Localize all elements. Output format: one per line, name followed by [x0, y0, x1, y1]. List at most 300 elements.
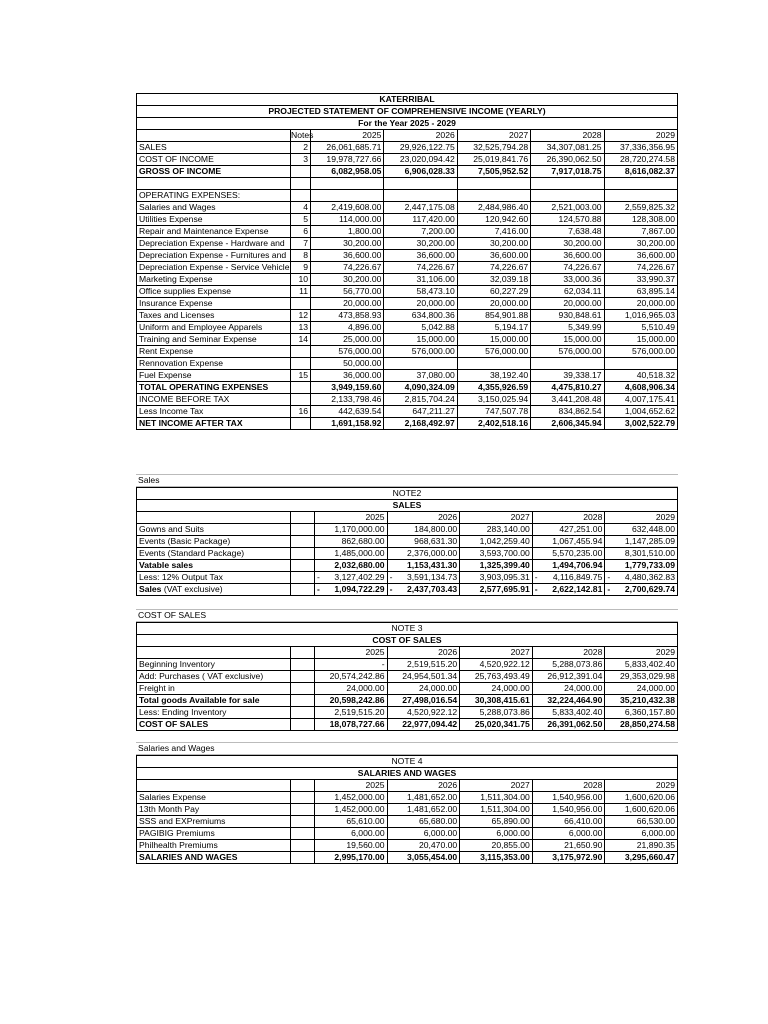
row-value: 8,616,082.37 — [604, 166, 677, 178]
row-label: NET INCOME AFTER TAX — [137, 418, 291, 430]
row-value: 1,170,000.00 — [315, 524, 388, 536]
row-value: 7,917,018.75 — [531, 166, 604, 178]
row-value: 65,890.00 — [460, 816, 533, 828]
table-row — [137, 524, 678, 536]
row-value: - 2,622,142.81 — [532, 584, 605, 596]
row-label-suffix: (VAT exclusive) — [163, 584, 223, 594]
row-label-text: Beginning Inventory — [139, 659, 215, 669]
row-note — [291, 190, 311, 202]
row-value: 36,600.00 — [531, 250, 604, 262]
row-value: 19,560.00 — [315, 840, 388, 852]
table-row — [137, 792, 678, 804]
table-row — [137, 418, 678, 430]
row-value: 1,016,965.03 — [604, 310, 677, 322]
row-note — [291, 166, 311, 178]
row-value: 3,150,025.94 — [457, 394, 530, 406]
row-value: 30,200.00 — [311, 238, 384, 250]
year-header: 2028 — [532, 512, 605, 524]
row-label — [137, 683, 291, 695]
row-value: 120,942.60 — [457, 214, 530, 226]
row-value: 6,000.00 — [605, 828, 678, 840]
row-label — [137, 707, 291, 719]
row-value: 1,540,956.00 — [532, 792, 605, 804]
row-note: 13 — [291, 322, 311, 334]
row-label — [137, 671, 291, 683]
year-header: 2027 — [457, 130, 530, 142]
row-value: 5,510.49 — [604, 322, 677, 334]
row-value: 66,410.00 — [532, 816, 605, 828]
row-label-text: Philhealth Premiums — [139, 840, 218, 850]
row-value: 66,530.00 — [605, 816, 678, 828]
row-value: 21,890.35 — [605, 840, 678, 852]
row-label — [137, 816, 291, 828]
row-value: 25,763,493.49 — [460, 671, 533, 683]
table-row — [137, 370, 678, 382]
table-row — [137, 310, 678, 322]
row-value: 62,034.11 — [531, 286, 604, 298]
row-note: 6 — [291, 226, 311, 238]
blank-cell — [291, 683, 315, 695]
row-value: 15,000.00 — [604, 334, 677, 346]
row-label — [137, 536, 291, 548]
row-value: - 4,116,849.75 — [532, 572, 605, 584]
row-value: 576,000.00 — [604, 346, 677, 358]
year-header: 2029 — [604, 130, 677, 142]
row-value — [311, 178, 384, 190]
row-value: 27,498,016.54 — [387, 695, 460, 707]
row-value: 6,082,958.05 — [311, 166, 384, 178]
note-number: NOTE2 — [137, 488, 678, 500]
row-value: 2,484,986.40 — [457, 202, 530, 214]
row-value: 634,800.36 — [384, 310, 457, 322]
note-sales — [136, 487, 678, 596]
row-value: 15,000.00 — [457, 334, 530, 346]
row-label — [137, 840, 291, 852]
row-note: 9 — [291, 262, 311, 274]
row-label-text: Less: Ending Inventory — [139, 707, 227, 717]
row-value: 37,080.00 — [384, 370, 457, 382]
row-label-text: Sales — [139, 584, 162, 594]
row-value: 4,520,922.12 — [387, 707, 460, 719]
row-value — [604, 358, 677, 370]
year-header: 2028 — [532, 647, 605, 659]
row-value — [604, 178, 677, 190]
row-value: 6,000.00 — [532, 828, 605, 840]
year-header: 2025 — [315, 647, 388, 659]
row-value: 4,007,175.41 — [604, 394, 677, 406]
company-name: KATERRIBAL — [137, 94, 678, 106]
year-header: 2026 — [384, 130, 457, 142]
row-value: 5,042.88 — [384, 322, 457, 334]
row-value: 124,570.88 — [531, 214, 604, 226]
row-value: 74,226.67 — [457, 262, 530, 274]
row-value: 2,168,492.97 — [384, 418, 457, 430]
row-note: 12 — [291, 310, 311, 322]
table-row — [137, 659, 678, 671]
blank-cell — [291, 828, 315, 840]
row-value: 22,977,094.42 — [387, 719, 460, 731]
row-note: 4 — [291, 202, 311, 214]
row-value: - 2,437,703.43 — [387, 584, 460, 596]
row-value — [384, 190, 457, 202]
row-value: 24,000.00 — [605, 683, 678, 695]
row-value: 20,000.00 — [384, 298, 457, 310]
row-label — [137, 852, 291, 864]
row-value: 1,600,620.06 — [605, 792, 678, 804]
row-value: 3,115,353.00 — [460, 852, 533, 864]
blank-cell — [291, 792, 315, 804]
row-value: 283,140.00 — [460, 524, 533, 536]
table-row — [137, 274, 678, 286]
row-value: 36,600.00 — [311, 250, 384, 262]
sales-section-title: Sales — [136, 474, 678, 487]
blank-cell — [291, 804, 315, 816]
row-value: 25,000.00 — [311, 334, 384, 346]
row-value: 33,000.36 — [531, 274, 604, 286]
row-value: 15,000.00 — [384, 334, 457, 346]
row-label-text: Add: Purchases ( VAT exclusive) — [139, 671, 264, 681]
row-value: 854,901.88 — [457, 310, 530, 322]
blank-cell — [291, 816, 315, 828]
row-label: Rennovation Expense — [137, 358, 291, 370]
row-value: 20,598,242.86 — [315, 695, 388, 707]
row-value: 58,473.10 — [384, 286, 457, 298]
row-value: 65,680.00 — [387, 816, 460, 828]
row-label-text: 13th Month Pay — [139, 804, 200, 814]
row-value: 3,903,095.31 — [460, 572, 533, 584]
table-row — [137, 584, 678, 596]
row-label-text: COST OF SALES — [139, 719, 209, 729]
row-value: 2,606,345.94 — [531, 418, 604, 430]
row-label-text: Total goods Available for sale — [139, 695, 260, 705]
blank-cell — [291, 840, 315, 852]
row-value: 18,078,727.66 — [315, 719, 388, 731]
row-value: 1,067,455.94 — [532, 536, 605, 548]
blank-cell — [291, 548, 315, 560]
row-value: 20,000.00 — [531, 298, 604, 310]
row-value: 3,441,208.48 — [531, 394, 604, 406]
row-value: 30,308,415.61 — [460, 695, 533, 707]
row-note: 5 — [291, 214, 311, 226]
row-value: 1,691,158.92 — [311, 418, 384, 430]
row-value: 24,954,501.34 — [387, 671, 460, 683]
row-value: 74,226.67 — [604, 262, 677, 274]
blank-cell — [291, 512, 315, 524]
row-value: 2,519,515.20 — [315, 707, 388, 719]
row-value: 2,032,680.00 — [315, 560, 388, 572]
row-value: 50,000.00 — [311, 358, 384, 370]
row-value — [457, 190, 530, 202]
row-label — [137, 695, 291, 707]
row-value: 2,133,798.46 — [311, 394, 384, 406]
row-label — [137, 828, 291, 840]
row-value: 1,147,285.09 — [605, 536, 678, 548]
row-value: 4,475,810.27 — [531, 382, 604, 394]
row-value: - 4,480,362.83 — [605, 572, 678, 584]
row-label: Depreciation Expense - Service Vehicle — [137, 262, 291, 274]
blank-cell — [137, 780, 291, 792]
blank-cell — [291, 560, 315, 572]
row-value: 37,336,356.95 — [604, 142, 677, 154]
blank-cell — [137, 647, 291, 659]
row-value: 1,485,000.00 — [315, 548, 388, 560]
row-value: 2,376,000.00 — [387, 548, 460, 560]
year-header: 2027 — [460, 647, 533, 659]
row-value — [531, 178, 604, 190]
note-title: SALARIES AND WAGES — [137, 768, 678, 780]
row-note — [291, 346, 311, 358]
row-label: OPERATING EXPENSES: — [137, 190, 291, 202]
table-row — [137, 804, 678, 816]
row-value: 30,200.00 — [457, 238, 530, 250]
row-value: 23,020,094.42 — [384, 154, 457, 166]
row-value: 60,227.29 — [457, 286, 530, 298]
row-value — [384, 358, 457, 370]
row-value: 30,200.00 — [531, 238, 604, 250]
table-row — [137, 286, 678, 298]
year-header: 2029 — [605, 512, 678, 524]
table-row — [137, 572, 678, 584]
row-value: 5,833,402.40 — [605, 659, 678, 671]
row-value: 20,000.00 — [457, 298, 530, 310]
row-value: 2,519,515.20 — [387, 659, 460, 671]
row-label — [137, 548, 291, 560]
row-label: Office supplies Expense — [137, 286, 291, 298]
row-value: 35,210,432.38 — [605, 695, 678, 707]
year-header: 2028 — [532, 780, 605, 792]
table-row — [137, 536, 678, 548]
row-value: 24,000.00 — [460, 683, 533, 695]
row-value: 2,402,518.16 — [457, 418, 530, 430]
row-note: 11 — [291, 286, 311, 298]
row-value: 63,895.14 — [604, 286, 677, 298]
row-label: Fuel Expense — [137, 370, 291, 382]
row-label-text: PAGIBIG Premiums — [139, 828, 215, 838]
row-value: 930,848.61 — [531, 310, 604, 322]
blank-cell — [291, 524, 315, 536]
row-value: 3,295,660.47 — [605, 852, 678, 864]
row-label — [137, 584, 291, 596]
blank-cell — [291, 719, 315, 731]
year-header: 2026 — [387, 512, 460, 524]
table-row — [137, 719, 678, 731]
table-row — [137, 346, 678, 358]
row-value: 4,520,922.12 — [460, 659, 533, 671]
row-value: 5,570,235.00 — [532, 548, 605, 560]
row-label: SALES — [137, 142, 291, 154]
row-label-text: SALARIES AND WAGES — [139, 852, 238, 862]
row-label: Salaries and Wages — [137, 202, 291, 214]
row-value: 968,631.30 — [387, 536, 460, 548]
statement-title: PROJECTED STATEMENT OF COMPREHENSIVE INCOME (YEARLY) — [137, 106, 678, 118]
row-value: 114,000.00 — [311, 214, 384, 226]
row-label: Marketing Expense — [137, 274, 291, 286]
row-value: 6,360,157.80 — [605, 707, 678, 719]
row-value: 7,638.48 — [531, 226, 604, 238]
row-note — [291, 358, 311, 370]
blank-cell — [291, 695, 315, 707]
blank-cell — [291, 780, 315, 792]
blank-cell — [291, 536, 315, 548]
row-value: 1,600,620.06 — [605, 804, 678, 816]
row-value: 1,779,733.09 — [605, 560, 678, 572]
row-value: 4,608,906.34 — [604, 382, 677, 394]
row-value: 6,906,028.33 — [384, 166, 457, 178]
row-note — [291, 394, 311, 406]
row-value: 2,521,003.00 — [531, 202, 604, 214]
row-value: 1,481,652.00 — [387, 804, 460, 816]
year-header: 2027 — [460, 512, 533, 524]
table-row — [137, 816, 678, 828]
row-value: 30,200.00 — [311, 274, 384, 286]
row-label — [137, 572, 291, 584]
note-number: NOTE 3 — [137, 623, 678, 635]
row-value: 28,850,274.58 — [605, 719, 678, 731]
row-value: 2,577,695.91 — [460, 584, 533, 596]
table-row — [137, 142, 678, 154]
year-header: 2025 — [315, 512, 388, 524]
table-row — [137, 671, 678, 683]
row-value: 576,000.00 — [457, 346, 530, 358]
blank-cell — [291, 671, 315, 683]
row-value: 2,447,175.08 — [384, 202, 457, 214]
row-value: 1,325,399.40 — [460, 560, 533, 572]
row-value: 65,610.00 — [315, 816, 388, 828]
year-header: 2027 — [460, 780, 533, 792]
row-label-text: Events (Basic Package) — [139, 536, 231, 546]
row-value: 1,511,304.00 — [460, 792, 533, 804]
row-value: 6,000.00 — [315, 828, 388, 840]
row-value: 5,288,073.86 — [532, 659, 605, 671]
row-value: - 3,127,402.29 — [315, 572, 388, 584]
row-label: Utilities Expense — [137, 214, 291, 226]
row-label-text: Freight in — [139, 683, 175, 693]
row-value: 32,039.18 — [457, 274, 530, 286]
row-label: INCOME BEFORE TAX — [137, 394, 291, 406]
row-value: 20,000.00 — [604, 298, 677, 310]
row-value: 36,600.00 — [384, 250, 457, 262]
row-value: 1,452,000.00 — [315, 792, 388, 804]
row-label: Uniform and Employee Apparels — [137, 322, 291, 334]
row-value: 834,862.54 — [531, 406, 604, 418]
row-value: 7,200.00 — [384, 226, 457, 238]
row-label — [137, 178, 291, 190]
row-value: 4,090,324.09 — [384, 382, 457, 394]
row-label: Depreciation Expense - Hardware and — [137, 238, 291, 250]
row-value: 20,855.00 — [460, 840, 533, 852]
row-value: 747,507.78 — [457, 406, 530, 418]
row-label: Depreciation Expense - Furnitures and — [137, 250, 291, 262]
row-label-text: Events (Standard Package) — [139, 548, 245, 558]
row-value — [457, 358, 530, 370]
row-label-text: Gowns and Suits — [139, 524, 204, 534]
note-salaries — [136, 755, 678, 864]
row-value: 36,000.00 — [311, 370, 384, 382]
row-value: - 2,700,629.74 — [605, 584, 678, 596]
row-value: 32,224,464.90 — [532, 695, 605, 707]
row-value: 1,452,000.00 — [315, 804, 388, 816]
row-label: COST OF INCOME — [137, 154, 291, 166]
table-row — [137, 560, 678, 572]
note-title: SALES — [137, 500, 678, 512]
row-label: Rent Expense — [137, 346, 291, 358]
row-value: 2,815,704.24 — [384, 394, 457, 406]
row-value: 36,600.00 — [457, 250, 530, 262]
row-value: 3,593,700.00 — [460, 548, 533, 560]
table-row — [137, 695, 678, 707]
row-value: 39,338.17 — [531, 370, 604, 382]
row-value — [384, 178, 457, 190]
row-value: 632,448.00 — [605, 524, 678, 536]
row-value: 576,000.00 — [531, 346, 604, 358]
income-statement — [136, 93, 678, 430]
row-value: 862,680.00 — [315, 536, 388, 548]
year-header: 2025 — [311, 130, 384, 142]
table-row — [137, 683, 678, 695]
row-note — [291, 418, 311, 430]
row-value: 184,800.00 — [387, 524, 460, 536]
row-value: 3,175,972.90 — [532, 852, 605, 864]
row-label-text: SSS and EXPremiums — [139, 816, 226, 826]
blank-cell — [291, 647, 315, 659]
row-value: 427,251.00 — [532, 524, 605, 536]
notes-header: Notes — [291, 130, 314, 140]
row-label: Insurance Expense — [137, 298, 291, 310]
row-value: - — [315, 659, 388, 671]
table-row — [137, 852, 678, 864]
row-value: 8,301,510.00 — [605, 548, 678, 560]
row-note: 2 — [291, 142, 311, 154]
row-label — [137, 804, 291, 816]
row-value — [531, 190, 604, 202]
row-label-text: Less: 12% Output Tax — [139, 572, 223, 582]
row-value — [531, 358, 604, 370]
row-label: Repair and Maintenance Expense — [137, 226, 291, 238]
row-value: 5,194.17 — [457, 322, 530, 334]
row-value: 442,639.54 — [311, 406, 384, 418]
row-value: 1,494,706.94 — [532, 560, 605, 572]
row-value: 15,000.00 — [531, 334, 604, 346]
row-label — [137, 659, 291, 671]
row-label: GROSS OF INCOME — [137, 166, 291, 178]
row-note — [291, 382, 311, 394]
row-value: 5,833,402.40 — [532, 707, 605, 719]
row-value: - 1,094,722.29 — [315, 584, 388, 596]
row-note — [291, 298, 311, 310]
table-row — [137, 828, 678, 840]
blank-cell — [137, 130, 291, 142]
row-value — [604, 190, 677, 202]
row-note: 3 — [291, 154, 311, 166]
row-value: 25,019,841.76 — [457, 154, 530, 166]
row-note: 7 — [291, 238, 311, 250]
row-value: 74,226.67 — [531, 262, 604, 274]
year-header: 2025 — [315, 780, 388, 792]
blank-cell — [291, 707, 315, 719]
row-note: 8 — [291, 250, 311, 262]
row-note: 15 — [291, 370, 311, 382]
row-value: 473,858.93 — [311, 310, 384, 322]
row-value: 2,559,825.32 — [604, 202, 677, 214]
blank-cell — [291, 584, 315, 596]
row-value: 2,995,170.00 — [315, 852, 388, 864]
blank-cell — [291, 572, 315, 584]
table-row — [137, 202, 678, 214]
row-value: 1,042,259.40 — [460, 536, 533, 548]
row-value: 24,000.00 — [315, 683, 388, 695]
table-row — [137, 394, 678, 406]
row-value: 56,770.00 — [311, 286, 384, 298]
